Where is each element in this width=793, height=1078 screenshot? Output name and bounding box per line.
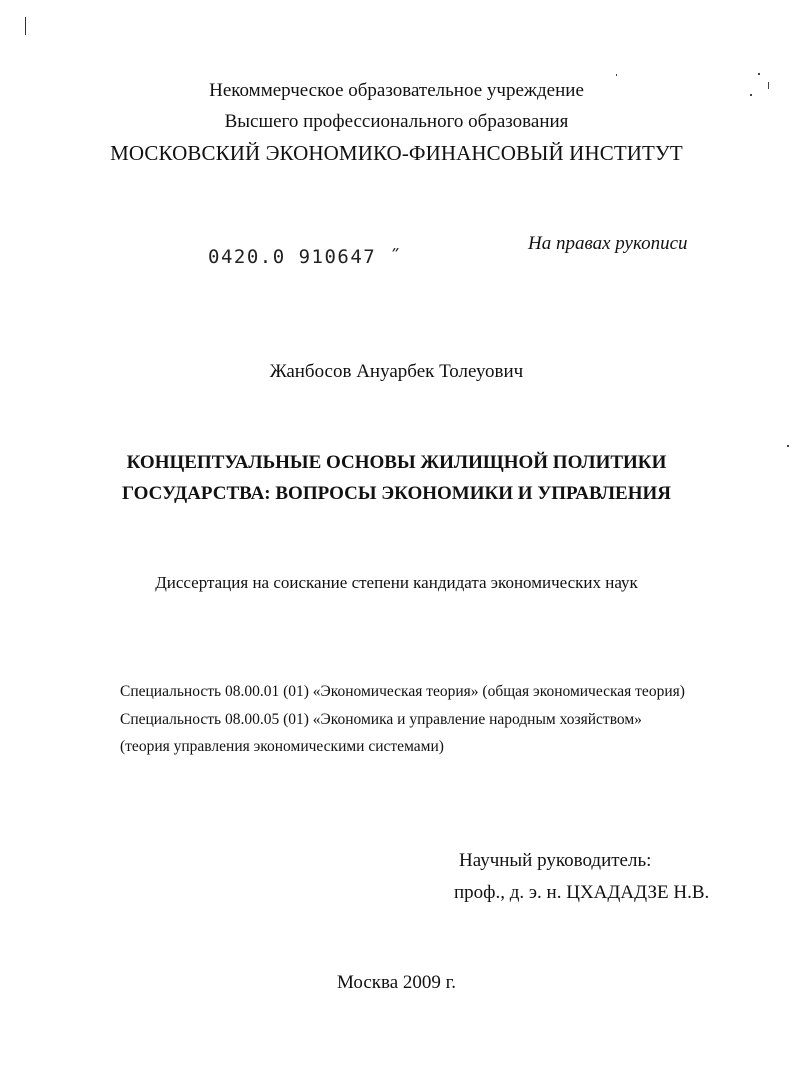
- city-year: Москва 2009 г.: [336, 972, 457, 993]
- specialty-line-2: Специальность 08.00.05 (01) «Экономика и управление народным хозяйством»: [120, 711, 642, 728]
- degree-statement: Диссертация на соискание степени кандидата экономических наук: [155, 573, 638, 592]
- thesis-title-line-1: КОНЦЕПТУАЛЬНЫЕ ОСНОВЫ ЖИЛИЩНОЙ ПОЛИТИКИ: [126, 452, 667, 473]
- rights-note: На правах рукописи: [528, 233, 688, 254]
- specialty-line-3: (теория управления экономическими системами): [120, 738, 444, 755]
- specialty-line-1: Специальность 08.00.01 (01) «Экономическая теория» (общая экономическая теория): [120, 683, 685, 700]
- supervisor-label: Научный руководитель:: [459, 850, 652, 871]
- scan-artifact-dot: [616, 74, 617, 76]
- thesis-title-line-2: ГОСУДАРСТВА: ВОПРОСЫ ЭКОНОМИКИ И УПРАВЛЕНИЯ: [121, 483, 672, 504]
- scan-artifact-dot: [787, 445, 789, 447]
- institution-line-1: Некоммерческое образовательное учреждение: [209, 80, 584, 101]
- institution-line-2: Высшего профессионального образования: [224, 111, 569, 132]
- institution-name: МОСКОВСКИЙ ЭКОНОМИКО-ФИНАНСОВЫЙ ИНСТИТУТ: [110, 141, 683, 165]
- author-name: Жанбосов Ануарбек Толеуович: [269, 361, 524, 382]
- scan-artifact-dot: [758, 73, 760, 75]
- supervisor-name: проф., д. э. н. ЦХАДАДЗЕ Н.В.: [454, 882, 710, 903]
- scan-artifact-mark: [25, 17, 26, 35]
- catalog-code: 0420.0 910647 ˝: [208, 246, 403, 268]
